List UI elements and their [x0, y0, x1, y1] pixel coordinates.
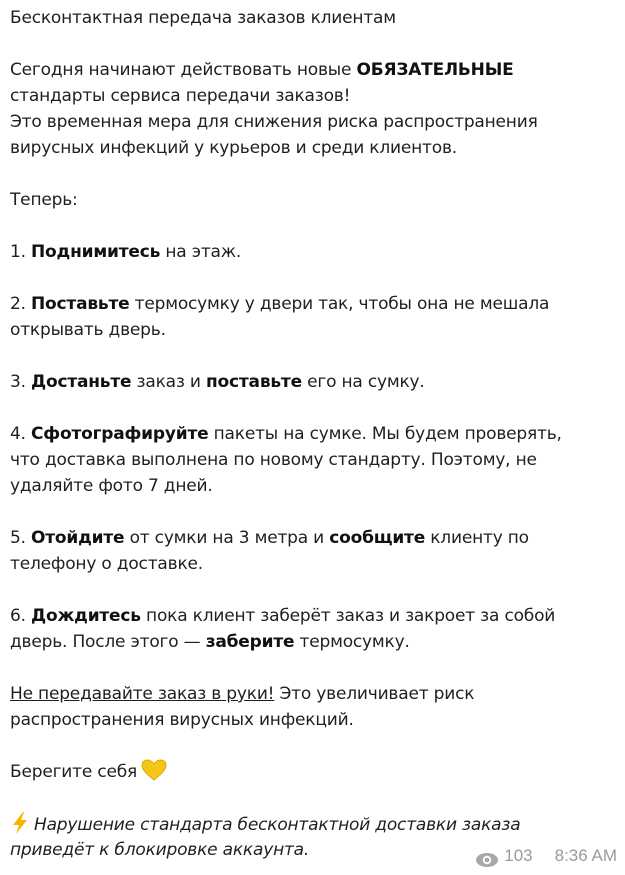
- bold-text: поставьте: [206, 372, 302, 392]
- underlined-warning: Не передавайте заказ в руки!: [10, 684, 275, 704]
- step-number: 4.: [10, 424, 32, 444]
- intro-line: стандарты сервиса передачи заказов!: [10, 86, 351, 106]
- text: Нарушение стандарта бесконтактной доставки заказа: [34, 815, 521, 835]
- text: пакеты на сумке. Мы будем проверять,: [208, 424, 562, 444]
- text: термосумку у двери так, чтобы она не мешала: [129, 294, 550, 314]
- bold-text: Сфотографируйте: [31, 424, 209, 444]
- text: его на сумку.: [301, 372, 425, 392]
- post-title: Бесконтактная передача заказов клиентам: [10, 8, 396, 28]
- text: Это увеличивает риск: [274, 684, 475, 704]
- intro-line: [10, 57, 514, 83]
- bold-text: Дождитесь: [31, 606, 141, 626]
- step-2: [10, 291, 549, 317]
- text: Берегите себя: [10, 762, 138, 782]
- step-4: [10, 421, 562, 447]
- text: Сегодня начинают действовать новые: [10, 60, 357, 80]
- care-line: [10, 759, 167, 785]
- text: термосумку.: [294, 632, 410, 652]
- footer-line: приведёт к блокировке аккаунта.: [10, 840, 310, 860]
- text: клиенту по: [425, 528, 529, 548]
- bold-text: ОБЯЗАТЕЛЬНЫЕ: [356, 60, 514, 80]
- post-time: 8:36 AM: [554, 846, 617, 865]
- text: заказ и: [131, 372, 206, 392]
- warning: [10, 681, 474, 707]
- warning-line: распространения вирусных инфекций.: [10, 710, 354, 730]
- step-6-line: [10, 629, 410, 655]
- bold-text: сообщите: [329, 528, 426, 548]
- bold-text: заберите: [205, 632, 295, 652]
- step-number: 2.: [10, 294, 32, 314]
- step-4-line: удаляйте фото 7 дней.: [10, 476, 213, 496]
- step-6: [10, 603, 555, 629]
- step-1: [10, 239, 241, 265]
- step-2-line: открывать дверь.: [10, 320, 166, 340]
- post-meta: [476, 843, 617, 869]
- step-number: 5.: [10, 528, 32, 548]
- step-4-line: что доставка выполнена по новому стандарту. Поэтому, не: [10, 450, 537, 470]
- now-label: Теперь:: [10, 190, 78, 210]
- text: дверь. После этого —: [10, 632, 206, 652]
- step-number: 6.: [10, 606, 32, 626]
- step-5: [10, 525, 529, 551]
- view-count: 103: [504, 846, 533, 865]
- bold-text: Отойдите: [31, 528, 125, 548]
- lightning-icon: [10, 811, 30, 835]
- bold-text: Поднимитесь: [31, 242, 161, 262]
- step-3: [10, 369, 425, 395]
- step-number: 3.: [10, 372, 32, 392]
- intro-line: Это временная мера для снижения риска распространения: [10, 112, 538, 132]
- bold-text: Достаньте: [31, 372, 132, 392]
- text: пока клиент заберёт заказ и закроет за собой: [140, 606, 556, 626]
- bold-text: Поставьте: [31, 294, 130, 314]
- footer-line: [10, 811, 520, 837]
- yellow-heart-icon: [141, 759, 167, 781]
- intro-line: вирусных инфекций у курьеров и среди клиентов.: [10, 138, 457, 158]
- text: от сумки на 3 метра и: [124, 528, 330, 548]
- step-number: 1.: [10, 242, 32, 262]
- step-5-line: телефону о доставке.: [10, 554, 203, 574]
- text: на этаж.: [160, 242, 242, 262]
- eye-icon: [476, 849, 498, 863]
